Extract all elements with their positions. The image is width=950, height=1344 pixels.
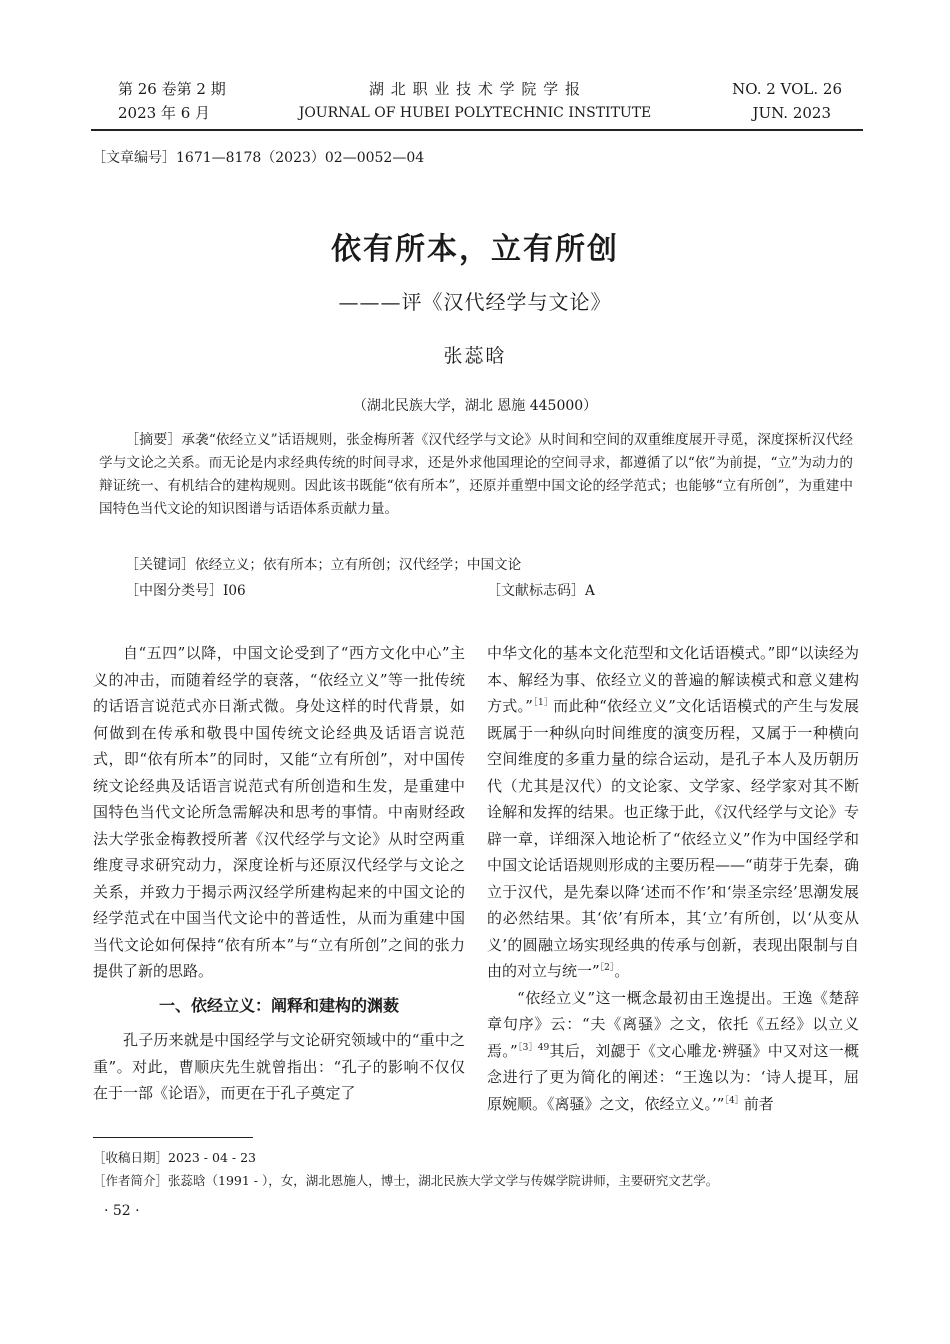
body-right-column — [487, 640, 859, 1117]
publication-date-cn: 2023 年 6 月 — [118, 104, 211, 122]
keywords-text: 依经立义；依有所本；立有所创；汉代经学；中国文论 — [195, 557, 522, 573]
article-number-value: 1671—8178（2023）02—0052—04 — [176, 150, 425, 166]
body-paragraph: 自“五四”以降，中国文论受到了“西方文化中心”主义的冲击，而随着经学的衰落，“依经立义”等一批传统的话语言说范式亦日渐式微。身处这样的时代背景，如何做到在传承和敬畏中国传统文论经典及话语言说范式，即“依有所本”的同时，又能“立有所创”，对中国传统文论经典及话语言说范式有所创造和生发，是重建中国特色当代文论所急需解决和思考的事情。中南财经政法大学张金梅教授所著《汉代经学与文论》从时空两重维度寻求研究动力，深度诠析与还原汉代经学与文论之关系，并致力于揭示两汉经学所建构起来的中国文论的经学范式在中国当代文论中的普适性，从而为重建中国当代文论如何保持“依有所本”与“立有所创”之间的张力提供了新的思路。 — [93, 644, 465, 980]
document-code-value: A — [585, 583, 595, 599]
author-affiliation: （湖北民族大学，湖北 恩施 445000） — [352, 398, 598, 414]
classification — [125, 580, 485, 603]
citation: ［2］ — [599, 963, 615, 973]
abstract-text: 承袭“依经立义”话语规则，张金梅所著《汉代经学与文论》从时间和空间的双重维度展开寻觅，深度探析汉代经学与文论之关系。而无论是内求经典传统的时间寻求，还是外求他国理论的空间寻求，都遵循了以“依”为前提，“立”为动力的辩证统一、有机结合的建构规则。因此该书既能“依有所本”，还原并重塑中国文论的经学范式；也能够“立有所创”，为重建中国特色当代文论的知识图谱与话语体系贡献力量。 — [99, 432, 853, 517]
body-left-column — [93, 640, 465, 1107]
classification-value: I06 — [223, 583, 246, 599]
body-paragraph: 孔子历来就是中国经学与文论研究领域中的“重中之重”。对此，曹顺庆先生就曾指出：“孔子的影响不仅仅在于一部《论语》，而更在于孔子奠定了 — [93, 1031, 465, 1102]
journal-name-cn: 湖 北 职 业 技 术 学 院 学 报 — [369, 80, 581, 98]
article-title: 依有所本，立有所创 — [331, 232, 619, 267]
document-code — [487, 580, 787, 603]
paragraph-text: 而此种“依经立义”文化话语模式的产生与发展既属于一种纵向时间维度的演变历程，又属于一种横向空间维度的多重力量的综合运动，是孔子本人及历朝历代（尤其是汉代）的文论家、文学家、经学家对其不断诠解和发挥的结果。也正缘于此，《汉代经学与文论》专辟一章，详细深入地论析了“依经立义”作为中国经学和中国文论话语规则形成的主要历程——“萌芽于先秦，确立于汉代，是先秦以降‘述而不作’和‘崇圣宗经’思潮发展的必然结果。其‘依’有所本，其‘立’有所创，以‘从变从义’的圆融立场实现经典的传承与创新，表现出限制与自由的对立与统一” — [487, 697, 860, 980]
received-value: 2023 - 04 - 23 — [168, 1150, 256, 1165]
footnote-rule — [93, 1137, 253, 1138]
citation: ［1］ — [532, 698, 554, 708]
abstract — [99, 429, 853, 521]
author-bio-label: ［作者简介］ — [93, 1173, 169, 1188]
volume-issue-en: NO. 2 VOL. 26 — [732, 80, 842, 98]
citation: ［4］ — [724, 1095, 744, 1106]
section-heading: 一、依经立义：阐释和建构的渊薮 — [158, 995, 399, 1015]
article-number-label: ［文章编号］ — [92, 150, 176, 166]
page-number: · 52 · — [104, 1203, 140, 1219]
author-bio — [93, 1170, 718, 1192]
body-paragraph — [487, 985, 859, 1118]
keywords-label: ［关键词］ — [125, 557, 195, 573]
author-name: 张蕊晗 — [443, 345, 507, 367]
paragraph-text: 其后，刘勰于《文心雕龙·辨骚》中又对这一概念进行了更为简化的阐述：“王逸以为：‘诗人提耳，屈原婉顺。《离骚》之文，依经立义。’” — [487, 1041, 859, 1113]
publication-date-en: JUN. 2023 — [752, 104, 831, 122]
document-code-label: ［文献标志码］ — [487, 583, 585, 599]
header-rule — [91, 129, 863, 131]
paragraph-text: 。 — [614, 962, 630, 980]
keywords — [125, 554, 853, 577]
received-date — [93, 1147, 256, 1169]
journal-name-en: JOURNAL OF HUBEI POLYTECHNIC INSTITUTE — [298, 105, 652, 121]
received-label: ［收稿日期］ — [93, 1150, 169, 1165]
classification-label: ［中图分类号］ — [125, 583, 223, 599]
article-number — [92, 147, 424, 167]
paragraph-text: 中华文化的基本文化范型和文化话语模式。”即“以读经为本、解经为事、依经立义的普遍的解读模式和意义建构方式。” — [487, 644, 859, 715]
paragraph-text: 前者 — [743, 1094, 774, 1113]
article-subtitle: ———评《汉代经学与文论》 — [338, 290, 612, 314]
abstract-label: ［摘要］ — [125, 432, 182, 448]
body-paragraph — [487, 640, 859, 985]
paragraph-text: “依经立义”这一概念最初由王逸提出。王逸《楚辞章句序》云：“夫《离骚》之文，依托《五经》以立义焉。” — [487, 988, 859, 1060]
volume-issue: 第 26 卷第 2 期 — [118, 80, 226, 98]
author-bio-text: 张蕊晗（1991 - ），女，湖北恩施人，博士，湖北民族大学文学与传媒学院讲师，主要研究文艺学。 — [168, 1173, 719, 1188]
citation: ［3］49 — [517, 1042, 550, 1053]
